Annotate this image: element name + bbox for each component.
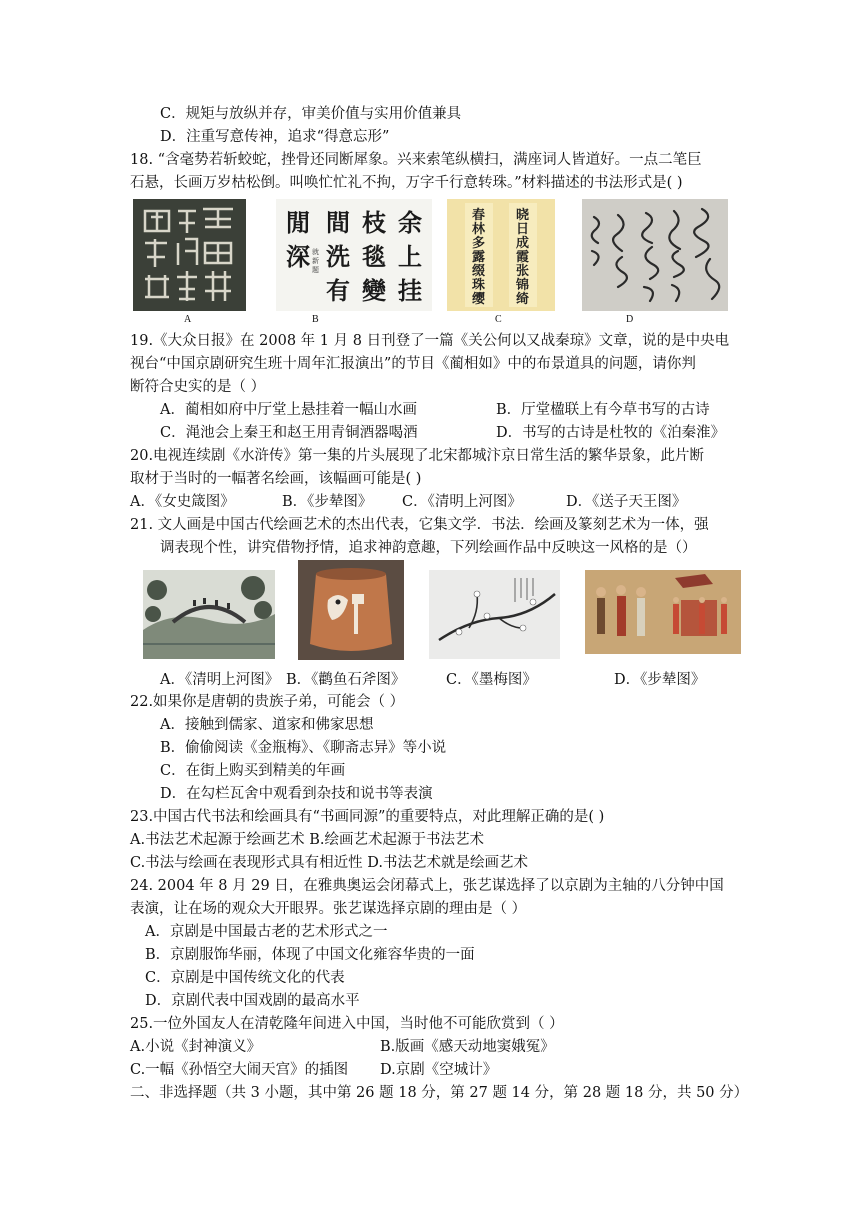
q19-option-b: B．厅堂楹联上有今草书写的古诗 [496,402,710,418]
q23-options-cd: C.书法与绘画在表现形式具有相近性 D.书法艺术就是绘画艺术 [130,855,529,871]
q21-option-c: C．《墨梅图》 [446,672,537,688]
svg-text:春: 春 [472,208,486,223]
q21-option-b: B．《鹳鱼石斧图》 [286,672,406,688]
q18-stem-line2: 石悬，长画万岁枯松倒。叫唤忙忙礼不拘，万字千行意转珠。”材料描述的书法形式是( ) [130,175,683,191]
q23-stem: 23.中国古代书法和绘画具有“书画同源”的重要特点，对此理解正确的是( ) [130,809,605,825]
q18-caption-c: C [495,314,502,325]
q22-option-d: D．在勾栏瓦舍中观看到杂技和说书等表演 [160,786,433,802]
q25-stem: 25.一位外国友人在清乾隆年间进入中国，当时他不可能欣赏到（ ） [130,1016,564,1032]
q23-options-ab: A.书法艺术起源于绘画艺术 B.绘画艺术起源于书法艺术 [130,832,484,848]
q20-option-c: C．《清明上河图》 [402,494,522,510]
q22-option-c: C．在街上购买到精美的年画 [160,763,346,779]
q22-option-b: B．偷偷阅读《金瓶梅》、《聊斋志异》等小说 [160,740,447,756]
q18-image-c-couplet [447,199,555,311]
svg-text:間: 間 [326,208,350,237]
q21-image-d-bunian-painting [585,570,741,654]
q25-option-d: D.京剧《空城计》 [380,1062,498,1078]
q18-caption-d: D [626,314,634,325]
section-2-heading: 二、非选择题（共 3 小题，其中第 26 题 18 分，第 27 题 14 分，第 28 题 18 分，共 50 分） [130,1085,749,1101]
q24-stem-line2: 表演，让在场的观众大开眼界。张艺谋选择京剧的理由是（ ） [130,901,527,917]
svg-text:毯: 毯 [362,242,386,271]
q18-image-b-clerical-script [276,199,432,311]
q21-stem-line2: 调表现个性，讲究借物抒情，追求神韵意趣，下列绘画作品中反映这一风格的是（） [160,540,697,556]
q22-option-a: A．接触到儒家、道家和佛家思想 [160,717,374,733]
q19-option-d: D．书写的古诗是杜牧的《泊秦淮》 [496,425,726,441]
q19-stem-line2: 视台“中国京剧研究生班十周年汇报演出”的节目《蔺相如》中的布景道具的问题，请你判 [130,356,696,372]
q25-option-b: B.版画《感天动地窦娥冤》 [380,1039,555,1055]
svg-text:日: 日 [516,222,530,237]
q24-option-b: B．京剧服饰华丽，体现了中国文化雍容华贵的一面 [145,947,475,963]
q25-option-a: A.小说《封神演义》 [130,1039,262,1055]
q24-option-c: C．京剧是中国传统文化的代表 [145,970,345,986]
svg-text:深: 深 [286,242,310,271]
q18-stem-line1: 18. “含毫势若斩蛟蛇，挫骨还同断犀象。兴来索笔纵横扫，满座词人皆道好。一点二笔巨 [130,152,702,168]
q25-option-c: C.一幅《孙悟空大闹天宫》的插图 [130,1062,349,1078]
svg-text:珠: 珠 [472,278,486,293]
q21-image-c-ink-plum [429,570,560,659]
q21-image-b-stork-fish-axe-jar [298,560,404,660]
q20-stem-line2: 取材于当时的一幅著名绘画，该幅画可能是( ) [130,471,422,487]
svg-text:露: 露 [472,250,486,265]
svg-text:晓: 晓 [516,208,530,223]
svg-text:绮: 绮 [516,292,530,307]
q17-option-d: D．注重写意传神，追求“得意忘形” [160,129,390,145]
q19-option-c: C．渑池会上秦王和赵王用青铜酒器喝酒 [160,425,418,441]
svg-text:挂: 挂 [398,276,422,305]
q20-option-a: A．《女史箴图》 [130,494,235,510]
svg-text:缨: 缨 [472,292,486,307]
svg-text:余: 余 [398,208,422,237]
svg-text:上: 上 [398,242,422,271]
q20-option-b: B．《步辇图》 [282,494,373,510]
svg-text:變: 變 [362,276,386,305]
svg-text:题: 题 [312,266,319,274]
q18-image-d-cursive-script [582,199,728,311]
svg-text:洗: 洗 [326,242,350,271]
q20-stem-line1: 20.电视连续剧《水浒传》第一集的片头展现了北宋都城汴京日常生活的繁华景象，此片断 [130,448,705,464]
svg-text:多: 多 [472,236,486,251]
q20-option-d: D．《送子天王图》 [566,494,687,510]
q24-option-a: A．京剧是中国最古老的艺术形式之一 [145,924,388,940]
q21-option-a: A．《清明上河图》 [160,672,280,688]
q21-image-a-qingming-painting [143,570,275,659]
q19-option-a: A．蔺相如府中厅堂上悬挂着一幅山水画 [160,402,417,418]
q19-stem-line3: 断符合史实的是（ ） [130,379,266,395]
svg-text:枝: 枝 [362,208,386,237]
svg-text:霞: 霞 [516,250,530,265]
svg-text:林: 林 [472,222,486,237]
svg-text:成: 成 [516,236,530,251]
svg-text:有: 有 [326,276,350,305]
q18-caption-a: A [184,314,192,325]
q24-option-d: D．京剧代表中国戏剧的最高水平 [145,993,360,1009]
q22-stem: 22.如果你是唐朝的贵族子弟，可能会（ ） [130,694,405,710]
q18-image-a-seal-script [133,199,246,311]
q21-stem-line1: 21. 文人画是中国古代绘画艺术的杰出代表，它集文学．书法．绘画及篆刻艺术为一体，强 [130,517,709,533]
svg-text:张: 张 [516,264,530,279]
q19-stem-line1: 19.《大众日报》在 2008 年 1 月 8 日刊登了一篇《关公何以又战秦琼》文章，说的是中央电 [130,333,730,349]
svg-text:锦: 锦 [516,278,530,293]
q18-caption-b: B [312,314,319,325]
q21-option-d: D．《步辇图》 [614,672,706,688]
svg-text:就: 就 [312,248,319,256]
q24-stem-line1: 24. 2004 年 8 月 29 日，在雅典奥运会闭幕式上，张艺谋选择了以京剧为主轴的八分钟中国 [130,878,724,894]
svg-text:缀: 缀 [472,264,486,279]
svg-text:閒: 閒 [286,208,310,237]
q17-option-c: C．规矩与放纵并存，审美价值与实用价值兼具 [160,106,462,122]
svg-text:新: 新 [312,257,319,265]
